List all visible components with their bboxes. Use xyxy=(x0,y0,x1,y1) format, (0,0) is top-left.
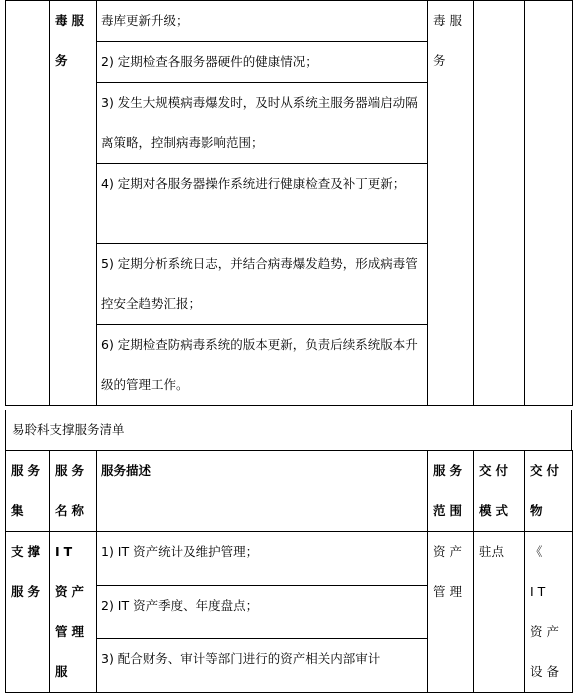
header-delivery-mode: 交付模式 xyxy=(474,451,525,532)
desc-row-3: 3) 发生大规模病毒爆发时，及时从系统主服务器端启动隔离策略，控制病毒影响范围； xyxy=(97,83,428,164)
service-name-cell: 毒服务 xyxy=(50,1,97,406)
header-deliverable: 交付物 xyxy=(525,451,573,532)
deliverable-cell xyxy=(525,1,573,406)
header-service-desc: 服务描述 xyxy=(97,451,428,532)
service-set-support: 支撑服务 xyxy=(6,532,50,693)
service-scope-asset: 资产管理 xyxy=(428,532,474,693)
service-scope-cell: 毒服务 xyxy=(428,1,474,406)
service-name-it-asset: IT 资产管理服 xyxy=(50,532,97,693)
desc-row-1: 毒库更新升级； xyxy=(97,1,428,42)
asset-desc-row-2: 2) IT 资产季度、年度盘点； xyxy=(97,585,428,639)
desc-row-2: 2) 定期检查各服务器硬件的健康情况； xyxy=(97,42,428,83)
delivery-mode-cell xyxy=(474,1,525,406)
desc-row-5: 5) 定期分析系统日志，并结合病毒爆发趋势，形成病毒管控安全趋势汇报； xyxy=(97,244,428,325)
header-service-scope: 服务范围 xyxy=(428,451,474,532)
delivery-mode-onsite: 驻点 xyxy=(474,532,525,693)
desc-row-4: 4) 定期对各服务器操作系统进行健康检查及补丁更新； xyxy=(97,164,428,244)
desc-row-6: 6) 定期检查防病毒系统的版本更新，负责后续系统版本升级的管理工作。 xyxy=(97,325,428,406)
service-table-bottom xyxy=(5,450,573,693)
service-set-cell xyxy=(6,1,50,406)
header-service-name: 服务名称 xyxy=(50,451,97,532)
service-table-top xyxy=(5,0,573,406)
asset-desc-row-1: 1) IT 资产统计及维护管理； xyxy=(97,532,428,586)
table-caption: 易聆科支撑服务清单 xyxy=(5,410,572,450)
asset-desc-row-3: 3) 配合财务、审计等部门进行的资产相关内部审计 xyxy=(97,639,428,693)
deliverable-asset: 《 IT 资产设备 xyxy=(525,532,573,693)
header-service-set: 服务集 xyxy=(6,451,50,532)
